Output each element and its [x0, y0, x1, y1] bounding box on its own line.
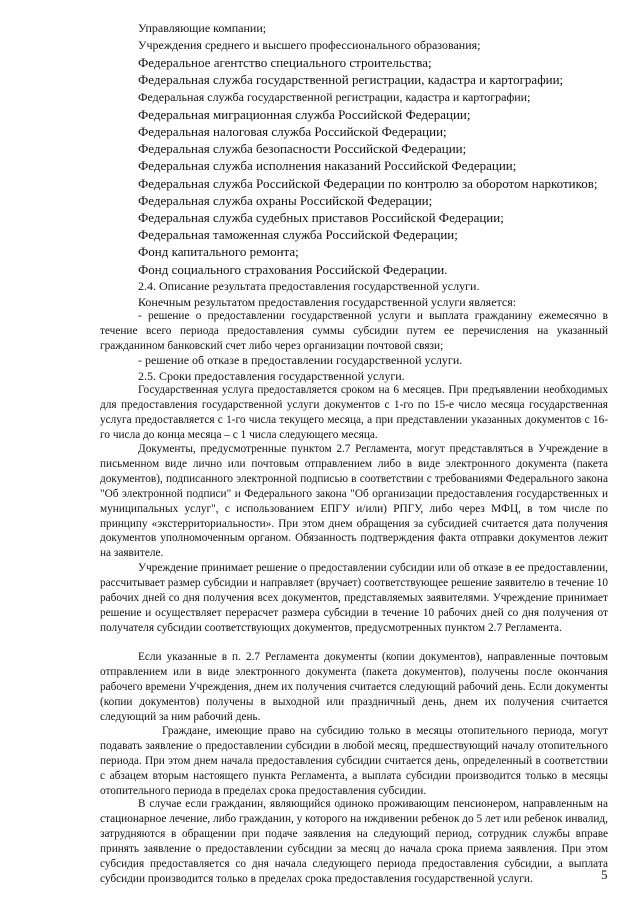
paragraph: В случае если гражданин, являющийся одиноко проживающим пенсионером, направленным на стационарное лечение, либо гражданин, у которого на иждивении ребенок до 5 лет или ребенок инвалид, затрудняются в обращении при подаче заявления на следующий период, сотрудник службы вправе принять заявление о предоставлении субсидии за месяц до начала срока приема заявления. При этом субсидия предоставляется со дня начала следующего периода предоставления субсидии, а выплата субсидии производится только в пределах срока предоставления государственной услуги.: [100, 798, 608, 885]
agency-line: Управляющие компании;: [138, 21, 267, 35]
agency-line: Фонд капитального ремонта;: [138, 244, 299, 259]
agency-line: Федеральная налоговая служба Российской Федерации;: [138, 124, 447, 139]
agency-line: Федеральная служба государственной регистрации, кадастра и картографии;: [138, 90, 531, 104]
agency-line: Федеральная служба судебных приставов Российской Федерации;: [138, 210, 504, 225]
agency-line: Федеральная служба безопасности Российской Федерации;: [138, 141, 467, 156]
paragraph: Государственная услуга предоставляется сроком на 6 месяцев. При предъявлении необходимых для предоставления государственной услуги документов с 1-го по 15-е число месяца государственная услуга предоставляется с 1-го числа текущего месяца, а при представлении указанных документов с 16-го числа до конца месяца – с 1 числа следующего месяца.: [100, 384, 608, 441]
paragraph: Граждане, имеющие право на субсидию только в месяцы отопительного периода, могут подавать заявление о предоставлении субсидии в любой месяц, предшествующий началу отопительного периода. При этом днем начала предоставления субсидии считается день, определенный в соответствии с абзацем вторым настоящего пункта Регламента, а выплата субсидии производится только в месяцы отопительного периода в пределах срока предоставления субсидии.: [100, 725, 608, 797]
page-number: 5: [601, 867, 608, 882]
agency-line: Федеральная миграционная служба Российской Федерации;: [138, 107, 471, 122]
section-2-4-intro: Конечным результатом предоставления государственной услуги является:: [138, 295, 517, 309]
paragraph: Учреждение принимает решение о предоставлении субсидии или об отказе в ее предоставлении, рассчитывает размер субсидии и направляет (вручает) соответствующее решение заявителю в течение 10 рабочих дней со дня получения всех документов, представляемых заявителями. Учреждение принимает решение и осуществляет перерасчет размера субсидии в течение 10 рабочих дней со дня получения от получателя субсидии соответствующих документов, предусмотренных пунктом 2.7 Регламента.: [100, 562, 608, 634]
agency-line: Федеральная служба государственной регистрации, кадастра и картографии;: [138, 72, 564, 87]
agency-line: Федеральная служба охраны Российской Федерации;: [138, 193, 433, 208]
paragraph: Документы, предусмотренные пунктом 2.7 Регламента, могут представляться в Учреждение в письменном виде лично или почтовым отправлением либо в виде электронного документа (пакета документов), подписанного электронной подписью в соответствии с требованиями Федерального закона "Об электронной подписи" и Федерального закона "Об организации предоставления государственных и муниципальных услуг", с использованием ЕПГУ и/или) РПГУ, либо через МФЦ, в том числе по принципу «экстерриториальности». При этом днем обращения за субсидией считается дата получения документов уполномоченным органом. Обязанность подтверждения факта отправки документов лежит на заявителе.: [100, 443, 608, 560]
result-item-1: - решение о предоставлении государственной услуги и выплата гражданину ежемесячно в течение всего периода предоставления суммы субсидии путем ее перечисления на указанный гражданином банковский счет либо через организации почтовой связи;: [100, 310, 608, 352]
result-item-2: - решение об отказе в предоставлении государственной услуги.: [138, 353, 463, 367]
section-2-4-heading: 2.4. Описание результата предоставления государственной услуги.: [138, 279, 480, 293]
paragraph: Если указанные в п. 2.7 Регламента документы (копии документов), направленные почтовым отправлением или в виде электронного документа (пакета документов), получены после окончания рабочего времени Учреждения, днем их получения считается следующий рабочий день. Если документы (копии документов) получены в выходной или праздничный день, днем их получения считается следующий за ним рабочий день.: [100, 651, 608, 723]
agency-line: Учреждения среднего и высшего профессионального образования;: [138, 38, 481, 52]
agency-line: Федеральная таможенная служба Российской Федерации;: [138, 227, 458, 242]
agency-line: Федеральная служба исполнения наказаний Российской Федерации;: [138, 158, 517, 173]
agency-line: Федеральная служба Российской Федерации по контролю за оборотом наркотиков;: [138, 176, 598, 191]
agency-line: Фонд социального страхования Российской Федерации.: [138, 262, 448, 277]
agency-line: Федеральное агентство специального строительства;: [138, 55, 432, 70]
section-2-5-heading: 2.5. Сроки предоставления государственной услуги.: [138, 369, 405, 383]
